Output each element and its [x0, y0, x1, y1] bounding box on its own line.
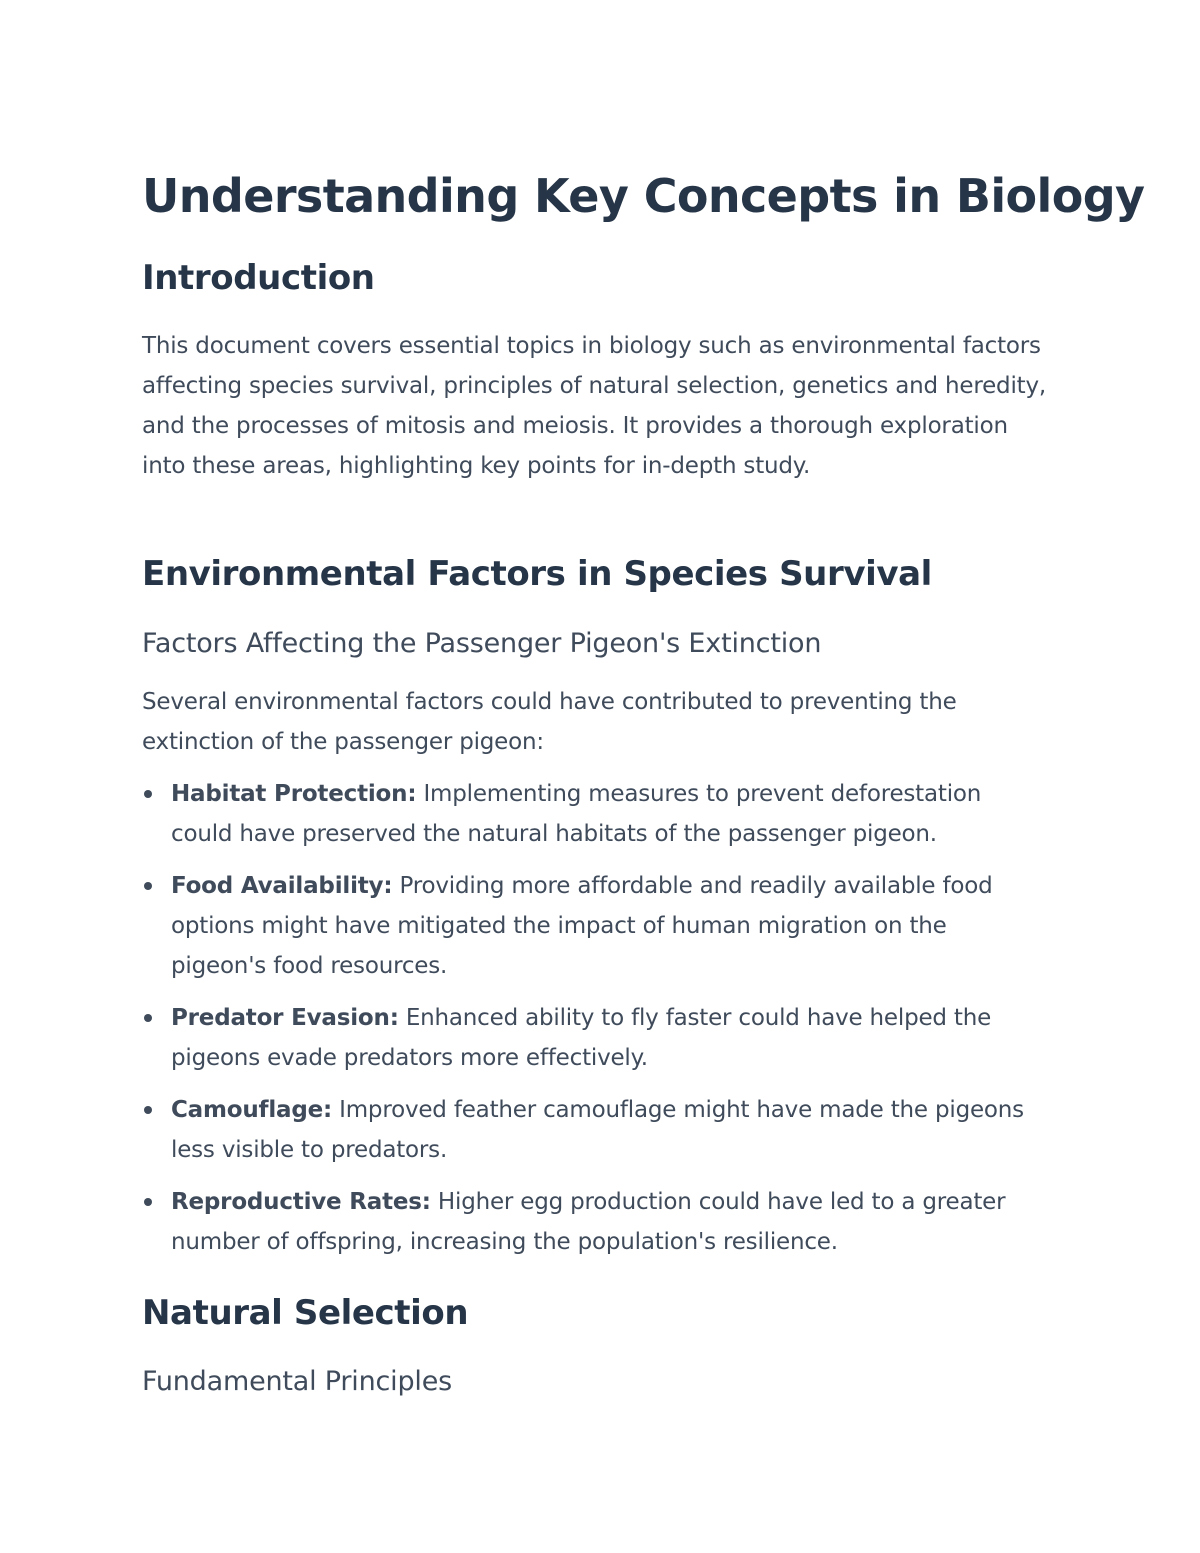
bullet-icon — [144, 1198, 152, 1206]
document-title: Understanding Key Concepts in Biology — [142, 169, 1145, 223]
list-item-text: Higher egg production could have led to a greater number of offspring, increasing the population's resilience. — [171, 1189, 1006, 1255]
list-item — [142, 998, 1047, 1078]
subheading-fundamental-principles: Fundamental Principles — [142, 1366, 452, 1397]
introduction-paragraph: This document covers essential topics in biology such as environmental factors affecting species survival, principles of natural selection, genetics and heredity, and the processes of mitosis and meiosis. It provides a thorough exploration into these areas, highlighting key points for in-depth study. — [142, 333, 1046, 479]
list-item-text: Enhanced ability to fly faster could have helped the pigeons evade predators more effectively. — [171, 1005, 992, 1071]
section-heading-natural-selection: Natural Selection — [142, 1293, 469, 1333]
list-item-text: Providing more affordable and readily available food options might have mitigated the impact of human migration on the pigeon's food resources. — [171, 873, 993, 979]
bullet-icon — [144, 1106, 152, 1114]
subheading-passenger-pigeon: Factors Affecting the Passenger Pigeon's Extinction — [142, 628, 822, 659]
environmental-factors-paragraph: Several environmental factors could have contributed to preventing the extinction of the passenger pigeon: — [142, 689, 957, 755]
list-item-term: Habitat Protection: — [171, 781, 417, 807]
bullet-icon — [144, 1014, 152, 1022]
section-heading-environmental-factors: Environmental Factors in Species Survival — [142, 554, 932, 594]
list-item — [142, 866, 1047, 986]
bullet-icon — [144, 882, 152, 890]
list-item — [142, 1182, 1047, 1262]
list-item-text: Improved feather camouflage might have made the pigeons less visible to predators. — [171, 1097, 1024, 1163]
list-item-text: Implementing measures to prevent deforestation could have preserved the natural habitats of the passenger pigeon. — [171, 781, 982, 847]
list-item — [142, 774, 1047, 854]
list-item-term: Predator Evasion: — [171, 1005, 399, 1031]
list-item-term: Camouflage: — [171, 1097, 333, 1123]
section-heading-introduction: Introduction — [142, 258, 375, 298]
factors-list — [142, 774, 1047, 1274]
list-item — [142, 1090, 1047, 1170]
list-item-term: Reproductive Rates: — [171, 1189, 431, 1215]
bullet-icon — [144, 790, 152, 798]
list-item-term: Food Availability: — [171, 873, 393, 899]
